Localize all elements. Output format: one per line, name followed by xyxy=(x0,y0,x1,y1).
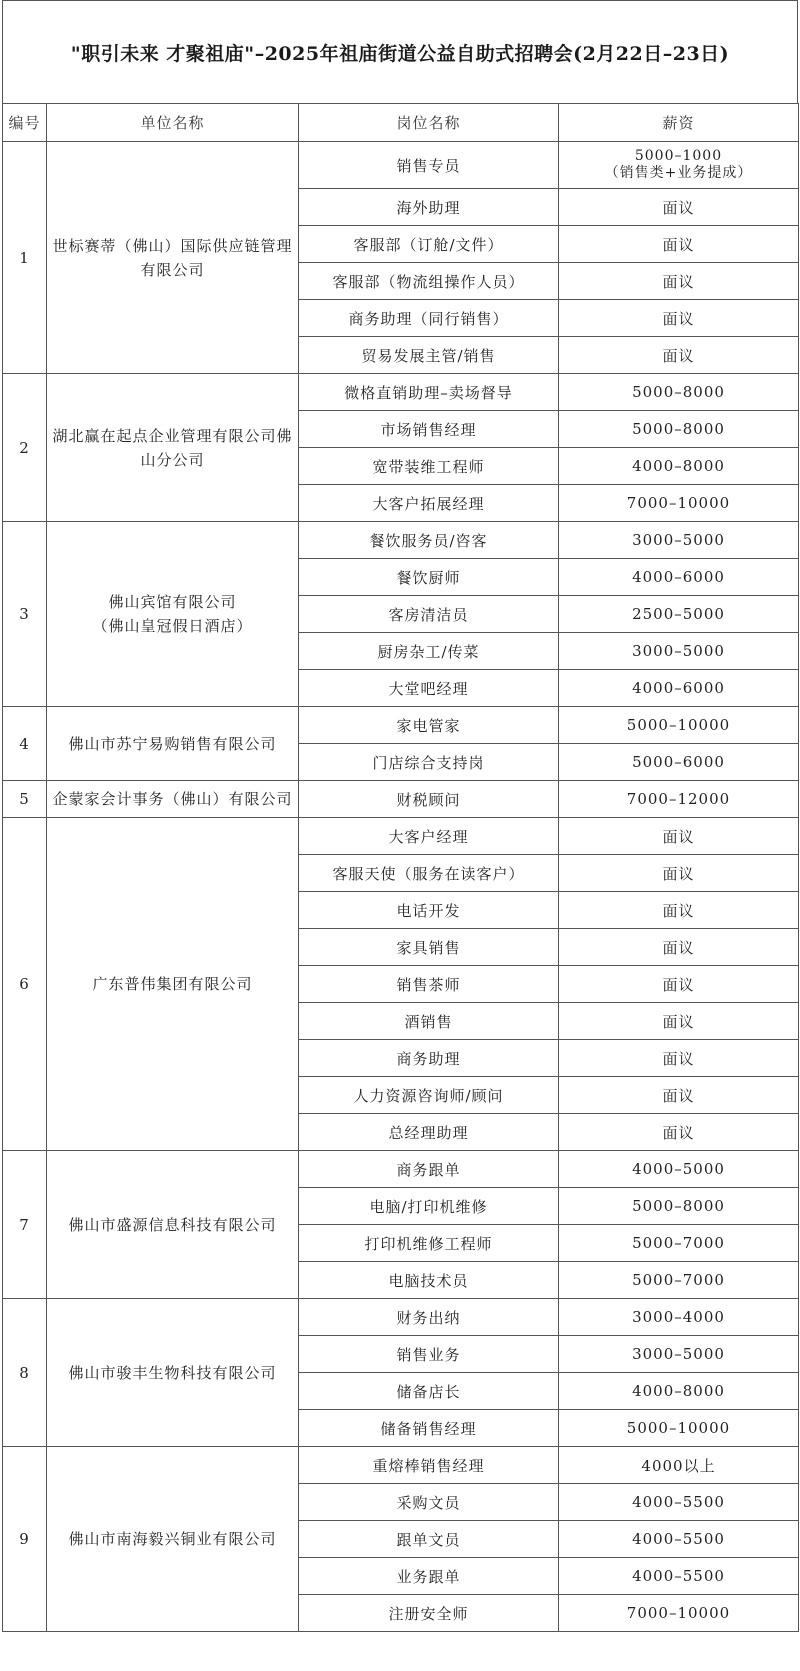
row-number: 7 xyxy=(3,1151,47,1299)
position-cell xyxy=(299,189,559,226)
salary-cell xyxy=(559,1410,799,1447)
company-name: 佛山宾馆有限公司 xyxy=(108,593,237,611)
salary-cell xyxy=(559,1262,799,1299)
position-name: 家电管家 xyxy=(396,716,461,735)
row-number: 3 xyxy=(3,522,47,707)
company-name: 佛山市盛源信息科技有限公司 xyxy=(68,1215,277,1234)
position-name: 餐饮厨师 xyxy=(396,568,461,587)
position-cell xyxy=(299,411,559,448)
salary-cell xyxy=(559,744,799,781)
position-name: 海外助理 xyxy=(396,198,461,217)
position-name: 客服部（订舱/文件） xyxy=(353,235,504,254)
company-name-cell xyxy=(47,522,299,707)
salary-value: 4000–6000 xyxy=(632,679,725,697)
position-name: 财务出纳 xyxy=(396,1308,461,1327)
table-row xyxy=(3,707,799,744)
position-cell xyxy=(299,855,559,892)
salary-cell xyxy=(559,1558,799,1595)
salary-cell xyxy=(559,411,799,448)
position-name: 微格直销助理–卖场督导 xyxy=(344,383,513,402)
salary-cell xyxy=(559,1484,799,1521)
salary-value: 5000–7000 xyxy=(632,1271,725,1289)
position-name: 客服天使（服务在读客户） xyxy=(332,864,525,883)
table-row xyxy=(3,142,799,189)
company-name-cell xyxy=(47,781,299,818)
position-name: 贸易发展主管/销售 xyxy=(361,346,496,365)
position-cell xyxy=(299,1484,559,1521)
position-name: 客服部（物流组操作人员） xyxy=(332,272,525,291)
salary-value: 3000–5000 xyxy=(632,642,725,660)
table-body xyxy=(3,142,799,1632)
position-name: 跟单文员 xyxy=(396,1530,461,1549)
title-box xyxy=(2,0,798,103)
salary-value: 5000–10000 xyxy=(626,716,731,734)
position-name: 商务跟单 xyxy=(396,1160,461,1179)
salary-cell xyxy=(559,1373,799,1410)
table-row xyxy=(3,522,799,559)
position-name: 销售专员 xyxy=(396,156,461,175)
position-cell xyxy=(299,142,559,189)
salary-value: 面议 xyxy=(662,1049,695,1068)
position-cell xyxy=(299,1262,559,1299)
salary-cell xyxy=(559,1225,799,1262)
salary-cell xyxy=(559,855,799,892)
position-cell xyxy=(299,1373,559,1410)
position-cell xyxy=(299,1299,559,1336)
position-name: 电话开发 xyxy=(396,901,461,920)
row-number: 4 xyxy=(3,707,47,781)
position-name: 重熔棒销售经理 xyxy=(372,1456,485,1475)
position-cell xyxy=(299,633,559,670)
salary-cell xyxy=(559,670,799,707)
company-name: 世标赛蒂（佛山）国际供应链管理有限公司 xyxy=(52,236,293,279)
header-company: 单位名称 xyxy=(47,104,299,142)
position-cell xyxy=(299,1003,559,1040)
company-name: 佛山市骏丰生物科技有限公司 xyxy=(68,1363,277,1382)
position-name: 注册安全师 xyxy=(388,1604,469,1623)
position-cell xyxy=(299,1114,559,1151)
row-number: 6 xyxy=(3,818,47,1151)
position-name: 家具销售 xyxy=(396,938,461,957)
salary-value: 面议 xyxy=(662,272,695,291)
salary-value: 面议 xyxy=(662,864,695,883)
position-cell xyxy=(299,226,559,263)
position-name: 财税顾问 xyxy=(396,790,461,809)
salary-cell xyxy=(559,781,799,818)
table-row xyxy=(3,374,799,411)
salary-value: 4000–8000 xyxy=(632,1382,725,1400)
position-name: 电脑技术员 xyxy=(388,1271,469,1290)
salary-value: 4000–8000 xyxy=(632,457,725,475)
position-cell xyxy=(299,744,559,781)
salary-note: （销售类+业务提成） xyxy=(604,165,753,181)
position-cell xyxy=(299,374,559,411)
salary-cell xyxy=(559,337,799,374)
salary-cell xyxy=(559,1151,799,1188)
salary-cell xyxy=(559,1521,799,1558)
salary-value: 5000–8000 xyxy=(632,383,725,401)
position-name: 销售茶师 xyxy=(396,975,461,994)
company-name-cell xyxy=(47,1299,299,1447)
position-name: 储备店长 xyxy=(396,1382,461,1401)
position-cell xyxy=(299,781,559,818)
header-row xyxy=(3,104,799,142)
salary-value: 4000–5000 xyxy=(632,1160,725,1178)
company-name: 佛山市南海毅兴铜业有限公司 xyxy=(68,1530,277,1548)
position-cell xyxy=(299,1447,559,1484)
salary-cell xyxy=(559,226,799,263)
salary-value: 面议 xyxy=(662,827,695,846)
salary-value: 7000–10000 xyxy=(626,494,731,512)
salary-cell xyxy=(559,1114,799,1151)
position-name: 采购文员 xyxy=(396,1493,461,1512)
salary-value: 5000–1000 xyxy=(634,148,723,164)
salary-cell xyxy=(559,448,799,485)
salary-value: 5000–6000 xyxy=(632,753,725,771)
header-no: 编号 xyxy=(3,104,47,142)
position-name: 人力资源咨询师/顾问 xyxy=(353,1086,504,1105)
company-name-cell xyxy=(47,374,299,522)
salary-cell xyxy=(559,1040,799,1077)
company-name: 企蒙家会计事务（佛山）有限公司 xyxy=(52,790,293,808)
salary-cell xyxy=(559,892,799,929)
position-cell xyxy=(299,707,559,744)
salary-cell xyxy=(559,596,799,633)
table-row xyxy=(3,1447,799,1484)
company-name-cell xyxy=(47,1151,299,1299)
salary-value: 7000–10000 xyxy=(626,1604,731,1622)
salary-value: 4000–5500 xyxy=(632,1493,725,1511)
position-name: 宽带装维工程师 xyxy=(372,457,485,476)
salary-cell xyxy=(559,300,799,337)
salary-value: 2500–5000 xyxy=(632,605,725,623)
position-cell xyxy=(299,300,559,337)
salary-value: 4000以上 xyxy=(641,1456,716,1475)
salary-value: 面议 xyxy=(662,1086,695,1105)
salary-value: 5000–10000 xyxy=(626,1419,731,1437)
salary-value: 面议 xyxy=(662,938,695,957)
position-name: 大堂吧经理 xyxy=(388,679,469,698)
position-name: 门店综合支持岗 xyxy=(372,753,485,772)
salary-value: 面议 xyxy=(662,346,695,365)
salary-value: 面议 xyxy=(662,975,695,994)
salary-value: 5000–8000 xyxy=(632,420,725,438)
position-name: 业务跟单 xyxy=(396,1567,461,1586)
salary-cell xyxy=(559,818,799,855)
salary-cell xyxy=(559,707,799,744)
position-cell xyxy=(299,1410,559,1447)
salary-value: 5000–7000 xyxy=(632,1234,725,1252)
position-cell xyxy=(299,1077,559,1114)
salary-value: 3000–5000 xyxy=(632,531,725,549)
salary-value: 4000–5500 xyxy=(632,1530,725,1548)
position-cell xyxy=(299,1040,559,1077)
company-name-cell xyxy=(47,142,299,374)
salary-cell xyxy=(559,263,799,300)
salary-value: 4000–6000 xyxy=(632,568,725,586)
position-name: 厨房杂工/传菜 xyxy=(377,642,480,661)
company-name-cell xyxy=(47,707,299,781)
header-salary: 薪资 xyxy=(559,104,799,142)
row-number: 1 xyxy=(3,142,47,374)
position-name: 电脑/打印机维修 xyxy=(369,1197,488,1216)
page-title: "职引未来 才聚祖庙"–2025年祖庙街道公益自助式招聘会(2月22日–23日) xyxy=(70,42,730,65)
salary-value: 面议 xyxy=(662,309,695,328)
salary-value: 面议 xyxy=(662,1012,695,1031)
table-row xyxy=(3,781,799,818)
salary-cell xyxy=(559,1336,799,1373)
position-cell xyxy=(299,596,559,633)
salary-value: 面议 xyxy=(662,901,695,920)
position-cell xyxy=(299,1336,559,1373)
salary-cell xyxy=(559,1595,799,1632)
position-cell xyxy=(299,929,559,966)
position-name: 客房清洁员 xyxy=(388,605,469,624)
salary-cell xyxy=(559,1188,799,1225)
row-number: 9 xyxy=(3,1447,47,1632)
position-name: 商务助理 xyxy=(396,1049,461,1068)
position-name: 大客户经理 xyxy=(388,827,469,846)
salary-cell xyxy=(559,929,799,966)
position-cell xyxy=(299,1521,559,1558)
position-name: 储备销售经理 xyxy=(380,1419,477,1438)
company-name-cell xyxy=(47,1447,299,1632)
salary-value: 面议 xyxy=(662,1123,695,1142)
position-cell xyxy=(299,1188,559,1225)
salary-cell xyxy=(559,189,799,226)
position-cell xyxy=(299,1225,559,1262)
company-name: 广东普伟集团有限公司 xyxy=(92,975,253,993)
position-cell xyxy=(299,1595,559,1632)
job-table xyxy=(2,103,799,1632)
salary-cell xyxy=(559,1299,799,1336)
salary-cell xyxy=(559,966,799,1003)
salary-cell xyxy=(559,485,799,522)
position-cell xyxy=(299,670,559,707)
position-cell xyxy=(299,1151,559,1188)
salary-cell xyxy=(559,142,799,189)
position-cell xyxy=(299,966,559,1003)
position-cell xyxy=(299,559,559,596)
position-cell xyxy=(299,263,559,300)
salary-cell xyxy=(559,522,799,559)
salary-value: 3000–4000 xyxy=(632,1308,725,1326)
position-name: 打印机维修工程师 xyxy=(364,1234,493,1253)
salary-value: 7000–12000 xyxy=(626,790,731,808)
position-name: 酒销售 xyxy=(404,1012,453,1031)
position-name: 销售业务 xyxy=(396,1345,461,1364)
salary-value: 面议 xyxy=(662,235,695,254)
table-row xyxy=(3,818,799,855)
position-cell xyxy=(299,818,559,855)
position-name: 大客户拓展经理 xyxy=(372,494,485,513)
position-name: 市场销售经理 xyxy=(380,420,477,439)
header-position: 岗位名称 xyxy=(299,104,559,142)
position-cell xyxy=(299,1558,559,1595)
position-cell xyxy=(299,485,559,522)
salary-value: 4000–5500 xyxy=(632,1567,725,1585)
table-row xyxy=(3,1151,799,1188)
position-cell xyxy=(299,448,559,485)
salary-value: 5000–8000 xyxy=(632,1197,725,1215)
row-number: 2 xyxy=(3,374,47,522)
salary-cell xyxy=(559,1003,799,1040)
salary-value: 3000–5000 xyxy=(632,1345,725,1363)
company-note: （佛山皇冠假日酒店） xyxy=(92,617,253,635)
salary-cell xyxy=(559,633,799,670)
position-cell xyxy=(299,337,559,374)
row-number: 8 xyxy=(3,1299,47,1447)
salary-value: 面议 xyxy=(662,198,695,217)
salary-cell xyxy=(559,374,799,411)
salary-cell xyxy=(559,559,799,596)
position-name: 总经理助理 xyxy=(388,1123,469,1142)
row-number: 5 xyxy=(3,781,47,818)
salary-cell xyxy=(559,1447,799,1484)
position-name: 餐饮服务员/咨客 xyxy=(369,531,488,550)
table-row xyxy=(3,1299,799,1336)
company-name: 湖北赢在起点企业管理有限公司佛山分公司 xyxy=(52,426,293,469)
position-cell xyxy=(299,522,559,559)
company-name-cell xyxy=(47,818,299,1151)
position-cell xyxy=(299,892,559,929)
salary-cell xyxy=(559,1077,799,1114)
position-name: 商务助理（同行销售） xyxy=(348,309,509,328)
company-name: 佛山市苏宁易购销售有限公司 xyxy=(68,734,277,753)
